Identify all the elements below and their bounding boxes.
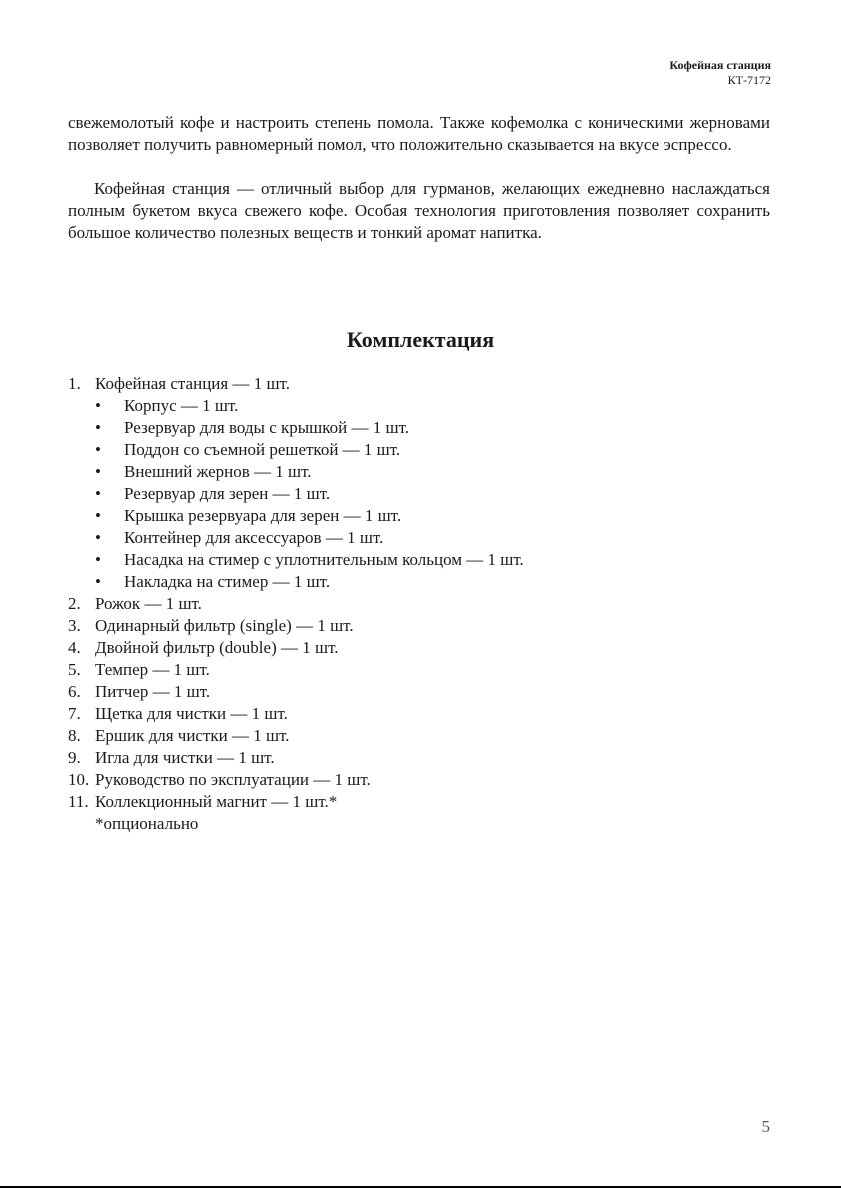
list-note-row [68,813,768,835]
sub-list-item [68,527,768,549]
sub-list-text: Внешний жернов — 1 шт. [124,462,312,481]
header-model: КТ-7172 [727,73,771,87]
list-item [68,615,768,637]
sub-list-item [68,417,768,439]
list-text: Темпер — 1 шт. [95,660,210,679]
list-item [68,791,768,813]
sub-list-text: Насадка на стимер с уплотнительным кольцом — 1 шт. [124,550,524,569]
sub-list-text: Резервуар для зерен — 1 шт. [124,484,331,503]
list-item [68,747,768,769]
sub-list-item [68,549,768,571]
sub-list-text: Резервуар для воды с крышкой — 1 шт. [124,418,410,437]
list-text: Кофейная станция — 1 шт. [95,374,290,393]
list-number: 7. [68,704,81,723]
list-number: 6. [68,682,81,701]
page-header [669,58,771,88]
list-text: Рожок — 1 шт. [95,594,202,613]
sub-list-text: Крышка резервуара для зерен — 1 шт. [124,506,402,525]
bullet-icon: • [95,440,101,459]
list-item [68,637,768,659]
header-title: Кофейная станция [669,58,771,72]
bullet-icon: • [95,572,101,591]
bullet-icon: • [95,396,101,415]
list-text: Руководство по эксплуатации — 1 шт. [95,770,371,789]
list-item [68,769,768,791]
list-item [68,373,768,395]
list-item [68,593,768,615]
list-text: Щетка для чистки — 1 шт. [95,704,288,723]
list-number: 1. [68,374,81,393]
bullet-icon: • [95,550,101,569]
list-text: Двойной фильтр (double) — 1 шт. [95,638,339,657]
contents-list [68,373,768,835]
list-text: Одинарный фильтр (single) — 1 шт. [95,616,354,635]
list-text: Игла для чистки — 1 шт. [95,748,275,767]
bullet-icon: • [95,462,101,481]
list-number: 11. [68,792,89,811]
bullet-icon: • [95,418,101,437]
sub-list-item [68,395,768,417]
paragraph-description: Кофейная станция — отличный выбор для гурманов, желающих ежедневно наслаждаться полным букетом вкуса свежего кофе. Особая технология приготовления позволяет сохранить большое количество полезных веществ и тонкий аромат напитка. [68,179,770,242]
list-number: 5. [68,660,81,679]
list-number: 2. [68,594,81,613]
sub-list-text: Поддон со съемной решеткой — 1 шт. [124,440,401,459]
bottom-border [0,1186,841,1188]
sub-list-text: Накладка на стимер — 1 шт. [124,572,331,591]
page-number: 5 [761,1117,770,1136]
list-number: 10. [68,770,90,789]
list-text: Ершик для чистки — 1 шт. [95,726,290,745]
list-number: 8. [68,726,81,745]
sub-list-text: Корпус — 1 шт. [124,396,239,415]
bullet-icon: • [95,484,101,503]
list-number: 9. [68,748,81,767]
sub-list-item [68,461,768,483]
list-number: 4. [68,638,81,657]
paragraph-intro-continued: свежемолотый кофе и настроить степень помола. Также кофемолка с коническими жерновами позволяет получить равномерный помол, что положительно сказывается на вкусе эспрессо. [68,113,770,154]
list-number: 3. [68,616,81,635]
sub-list-item [68,439,768,461]
sub-list-item [68,505,768,527]
bullet-icon: • [95,506,101,525]
list-item [68,725,768,747]
sub-list-item [68,483,768,505]
sub-list-item [68,571,768,593]
list-text: Питчер — 1 шт. [95,682,211,701]
list-item [68,681,768,703]
sub-list-text: Контейнер для аксессуаров — 1 шт. [124,528,384,547]
bullet-icon: • [95,528,101,547]
list-item [68,703,768,725]
list-item [68,659,768,681]
section-title: Комплектация [346,327,495,352]
list-text: Коллекционный магнит — 1 шт.* [95,792,338,811]
optional-note: *опционально [95,814,199,833]
